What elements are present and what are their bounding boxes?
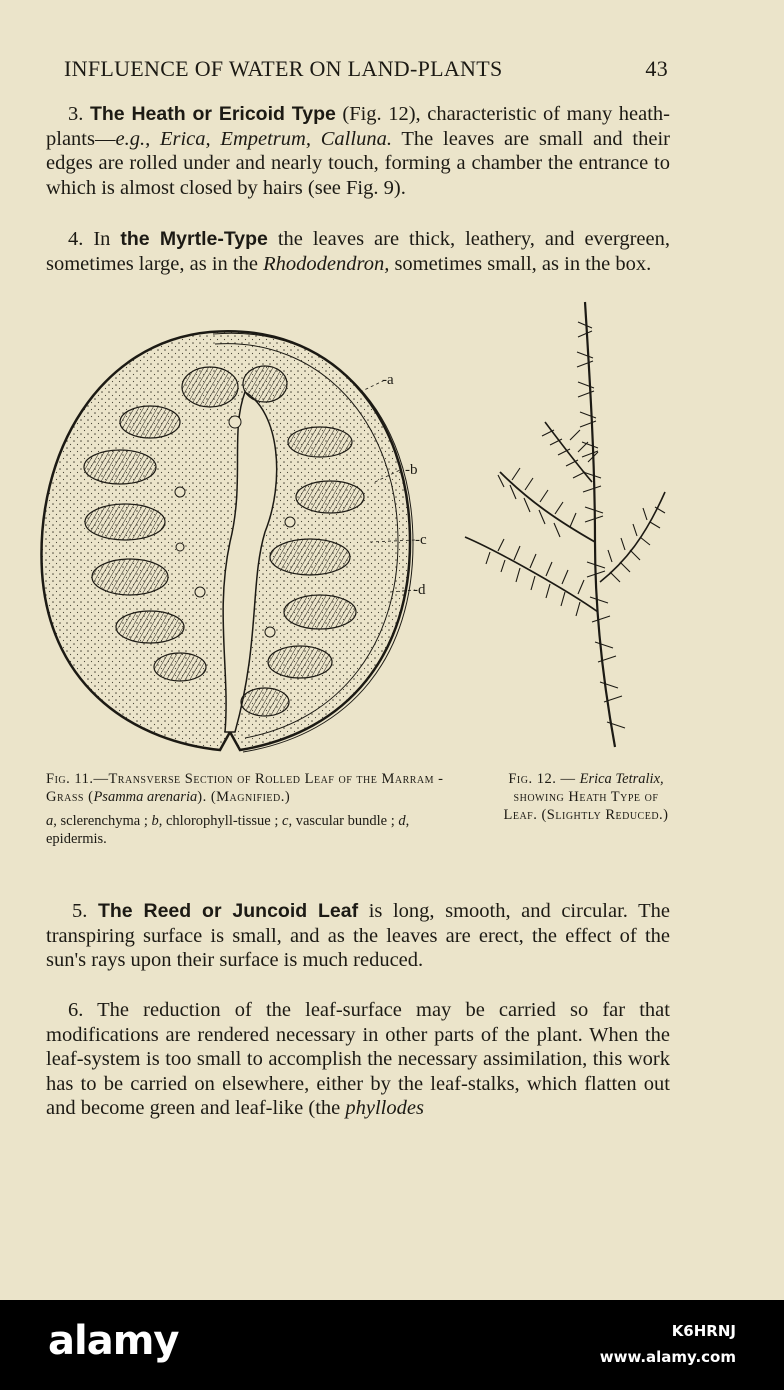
paragraph-3 (46, 102, 670, 200)
alamy-logo: alamy (48, 1318, 179, 1364)
key-d-text: , epidermis. (46, 813, 410, 847)
fig11-leaf-section-drawing (41, 331, 415, 752)
key-d: d (398, 813, 406, 829)
fig12-caption (496, 770, 676, 824)
paragraph-4 (46, 227, 670, 276)
page-number: 43 (645, 56, 668, 81)
paragraph-3-text-b: The leaves are small and their edges are rolled under and nearly touch, forming a chamber the entrance to which is almost closed by hairs (see Fig. 9). (46, 127, 670, 199)
paragraph-5 (46, 899, 670, 973)
fig12-caption-fig: Fig. 12. — (508, 771, 580, 787)
fig11-caption-fig: Fig. 11. (46, 771, 94, 787)
fig11-caption-title (46, 770, 446, 806)
key-b: b (151, 813, 159, 829)
running-head-title: INFLUENCE OF WATER ON LAND-PLANTS (64, 56, 503, 81)
paragraph-4-number: 4. (68, 228, 84, 250)
image-id: K6HRNJ (671, 1322, 736, 1340)
fig11-caption-species: Psamma arenaria (93, 789, 198, 805)
watermark-footer (0, 1300, 784, 1390)
paragraph-6-italic: phyllodes (345, 1097, 424, 1120)
key-c-text: , vascular bundle ; (288, 813, 399, 829)
paragraph-3-number: 3. (68, 103, 84, 125)
paragraph-4-text-c: sometimes small, as in the box. (389, 252, 652, 275)
watermark-url: www.alamy.com (599, 1348, 736, 1366)
fig11-label-a: -a (382, 372, 394, 388)
paragraph-4-heading: the Myrtle-Type (120, 228, 268, 250)
figure-illustrations (30, 292, 710, 762)
fig11-label-b: -b (405, 462, 418, 478)
fig12-erica-drawing (465, 302, 665, 747)
key-c: c (282, 813, 289, 829)
fig12-caption-species: Erica Tetralix, (579, 771, 664, 787)
paragraph-4-italic: Rhododendron, (263, 252, 390, 275)
fig11-caption-title-a: —Transverse Section of Rolled Leaf of the Marram - Grass ( (46, 771, 444, 805)
paragraph-3-examples: e.g., Erica, Empetrum, Calluna. (115, 127, 392, 150)
paragraph-6-text: The reduction of the leaf-surface may be carried so far that modifications are rendered necessary in other parts of the plant. When the leaf-system is too small to accomplish the necessary assimilation, this work has to be carried on elsewhere, either by the leaf-stalks, which flatten out and become green and leaf-like (the (46, 999, 670, 1120)
fig11-caption-key (46, 812, 446, 848)
paragraph-5-text: is long, smooth, and circular. The transpiring surface is small, and as the leaves are erect, the effect of the sun's rays upon their surface is much reduced. (46, 900, 670, 972)
key-b-text: , chlorophyll-tissue ; (158, 813, 282, 829)
paragraph-6 (46, 998, 670, 1121)
paragraph-3-heading: The Heath or Ericoid Type (89, 103, 336, 125)
fig11-caption-title-b: ). (Magnified.) (197, 789, 291, 805)
key-a: a (46, 813, 54, 829)
key-a-text: , sclerenchyma ; (53, 813, 152, 829)
paragraph-6-number: 6. (68, 999, 84, 1021)
fig12-caption-text: showing Heath Type of Leaf. (Slightly Reduced.) (503, 789, 669, 823)
fig11-label-d: -d (413, 582, 426, 598)
fig11-label-c: -c (415, 532, 427, 548)
fig11-caption (46, 770, 446, 848)
paragraph-4-text-a: In (93, 228, 121, 250)
figures-area (30, 292, 710, 762)
paragraph-4-text-b: the leaves are thick, leathery, and evergreen, sometimes large, as in the (46, 228, 670, 275)
paragraph-5-number: 5. (72, 900, 88, 922)
paragraph-5-heading: The Reed or Juncoid Leaf (97, 900, 359, 922)
paragraph-3-text-a: (Fig. 12), characteristic of many heath-plants— (46, 103, 670, 150)
